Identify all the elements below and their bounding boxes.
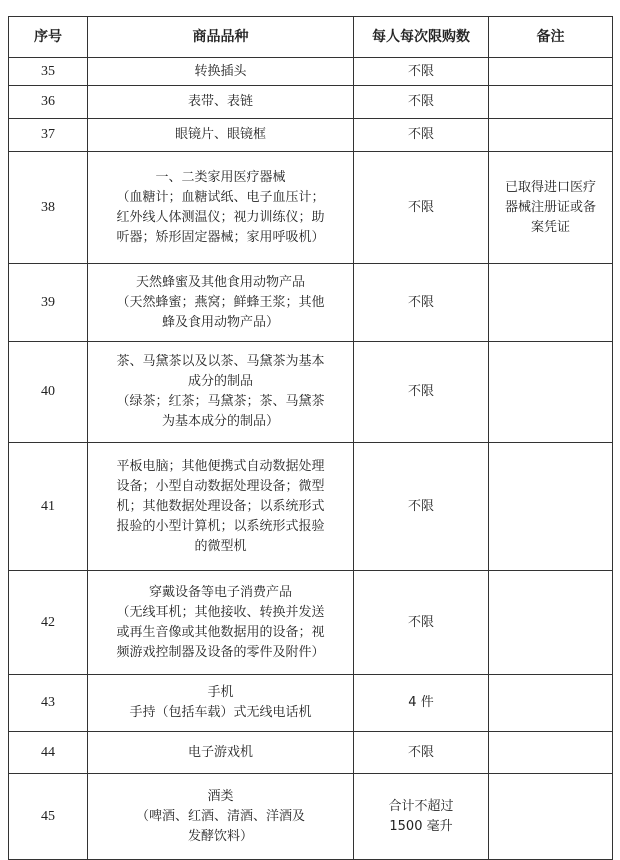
product-name-cell: [88, 264, 354, 342]
purchase-limit-line: 不限: [407, 498, 434, 514]
product-name-cell: [88, 443, 354, 571]
product-name-cell: [88, 675, 354, 732]
product-name-line: 红外线人体测温仪；视力训练仪；助: [116, 209, 325, 225]
purchase-limit-line: 不限: [407, 63, 434, 79]
product-name-line: 或再生音像或其他数据用的设备；视: [116, 624, 325, 640]
purchase-limit-cell: [354, 774, 489, 860]
product-name-line: 机；其他数据处理设备；以系统形式: [116, 498, 325, 514]
purchase-limit-line: 不限: [407, 94, 434, 109]
product-name-line: 酒类: [207, 788, 234, 804]
product-name-cell: [88, 86, 354, 119]
purchase-limit-cell: [354, 571, 489, 675]
note-line: 器械注册证或备: [504, 199, 596, 215]
note-line: 已取得进口医疗: [504, 179, 596, 195]
table-row: [9, 264, 613, 342]
product-name-line: 电子游戏机: [187, 744, 253, 760]
purchase-limit-line: 4 件: [408, 695, 434, 710]
note-cell: [489, 571, 613, 675]
note-cell: [489, 774, 613, 860]
table-row: [9, 119, 613, 152]
purchase-limit-cell: [354, 443, 489, 571]
table-header-row: [9, 17, 613, 58]
row-number: 44: [9, 732, 88, 774]
product-name-line: （天然蜂蜜；燕窝；鲜蜂王浆；其他: [116, 294, 325, 310]
product-name-line: 成分的制品: [187, 374, 253, 389]
product-name-line: 发酵饮料）: [187, 828, 253, 844]
row-number: 37: [9, 119, 88, 152]
table-row: [9, 58, 613, 86]
purchase-limit-cell: [354, 152, 489, 264]
product-name-cell: [88, 774, 354, 860]
product-name-line: 频游戏控制器及设备的零件及附件）: [116, 644, 325, 660]
product-name-cell: [88, 119, 354, 152]
purchase-limit-line: 1500 毫升: [389, 818, 453, 834]
product-name-line: 为基本成分的制品）: [161, 414, 279, 429]
product-name-line: 的微型机: [194, 538, 247, 554]
product-name-line: 报验的小型计算机；以系统形式报验: [116, 518, 325, 534]
row-number: 41: [9, 443, 88, 571]
row-number: 42: [9, 571, 88, 675]
table-row: [9, 86, 613, 119]
row-number: 38: [9, 152, 88, 264]
product-name-line: 转换插头: [194, 63, 247, 79]
note-cell: [489, 675, 613, 732]
note-cell: [489, 152, 613, 264]
note-cell: [489, 86, 613, 119]
product-name-cell: [88, 342, 354, 443]
product-name-line: 手机: [207, 685, 234, 700]
table-body: [9, 58, 613, 860]
product-name-line: 听器；矫形固定器械；家用呼吸机）: [116, 229, 325, 245]
purchase-limit-line: 不限: [407, 614, 434, 630]
product-name-line: （啤酒、红酒、清酒、洋酒及: [135, 808, 305, 824]
table-row: [9, 443, 613, 571]
row-number: 40: [9, 342, 88, 443]
purchase-limit-line: 不限: [407, 294, 434, 310]
product-name-line: 设备；小型自动数据处理设备；微型: [116, 478, 325, 494]
product-name-line: （绿茶；红茶；马黛茶；茶、马黛茶: [116, 394, 325, 409]
table-row: [9, 342, 613, 443]
table-row: [9, 675, 613, 732]
product-name-cell: [88, 58, 354, 86]
note-cell: [489, 119, 613, 152]
product-name-cell: [88, 571, 354, 675]
product-name-line: 天然蜂蜜及其他食用动物产品: [135, 274, 305, 290]
header-limit: 每人每次限购数: [354, 17, 489, 58]
note-cell: [489, 264, 613, 342]
purchase-limit-cell: [354, 732, 489, 774]
purchase-limit-line: 不限: [407, 744, 434, 760]
header-note: 备注: [489, 17, 613, 58]
purchase-limit-cell: [354, 86, 489, 119]
note-cell: [489, 732, 613, 774]
product-name-line: 茶、马黛茶以及以茶、马黛茶为基本: [116, 354, 325, 369]
product-name-cell: [88, 732, 354, 774]
row-number: 45: [9, 774, 88, 860]
row-number: 35: [9, 58, 88, 86]
row-number: 43: [9, 675, 88, 732]
product-name-line: 穿戴设备等电子消费产品: [148, 584, 292, 600]
purchase-limit-cell: [354, 58, 489, 86]
product-name-line: 表带、表链: [187, 94, 253, 109]
row-number: 36: [9, 86, 88, 119]
purchase-limit-line: 合计不超过: [388, 798, 454, 814]
table-row: [9, 774, 613, 860]
purchase-limit-line: 不限: [407, 127, 434, 142]
product-name-line: 平板电脑；其他便携式自动数据处理: [116, 458, 325, 474]
purchase-limit-cell: [354, 119, 489, 152]
purchase-limit-cell: [354, 342, 489, 443]
table-row: [9, 732, 613, 774]
note-line: 案凭证: [530, 219, 570, 235]
product-name-line: 蜂及食用动物产品）: [161, 314, 279, 330]
product-name-cell: [88, 152, 354, 264]
product-name-line: 手持（包括车载）式无线电话机: [129, 705, 312, 720]
purchase-limit-line: 不限: [407, 384, 434, 399]
table-row: [9, 152, 613, 264]
header-name: 商品品种: [88, 17, 354, 58]
purchase-limit-cell: [354, 264, 489, 342]
note-cell: [489, 58, 613, 86]
product-name-line: 一、二类家用医疗器械: [155, 169, 286, 185]
row-number: 39: [9, 264, 88, 342]
note-cell: [489, 443, 613, 571]
purchase-limit-cell: [354, 675, 489, 732]
goods-limit-table: [8, 16, 613, 860]
purchase-limit-line: 不限: [407, 199, 434, 215]
product-name-line: （无线耳机；其他接收、转换并发送: [116, 604, 325, 620]
note-cell: [489, 342, 613, 443]
product-name-line: （血糖计；血糖试纸、电子血压计；: [116, 189, 325, 205]
header-no: 序号: [9, 17, 88, 58]
product-name-line: 眼镜片、眼镜框: [174, 127, 266, 142]
table-row: [9, 571, 613, 675]
